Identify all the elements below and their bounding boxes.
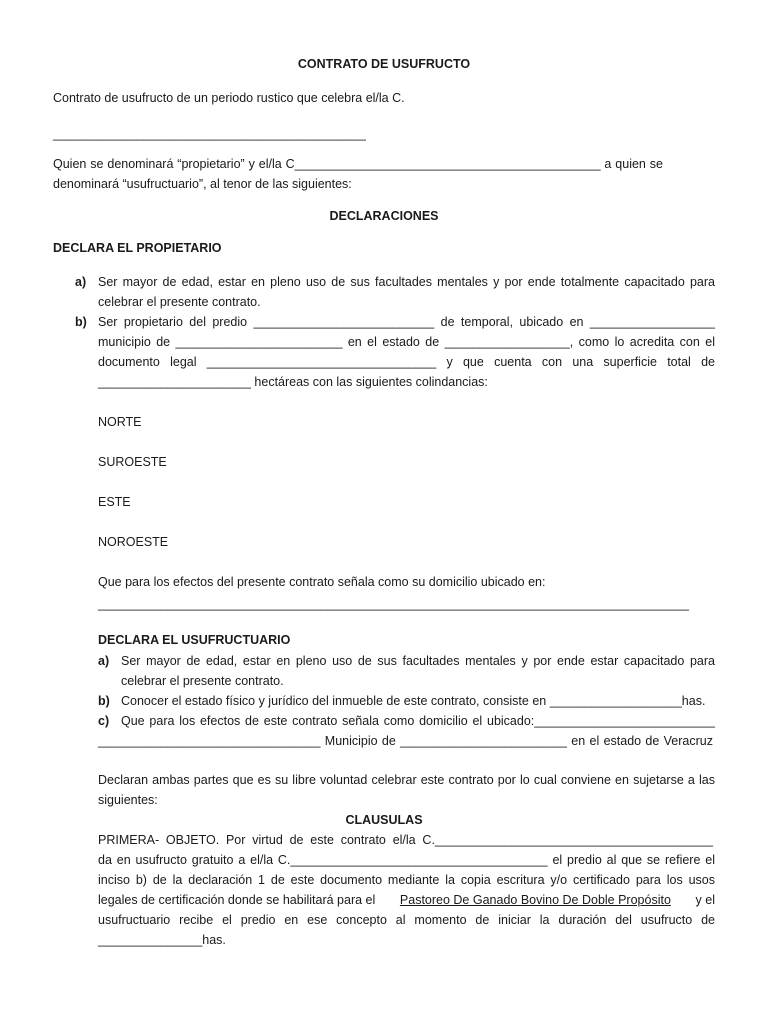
primera-line-4-underlined: Pastoreo De Ganado Bovino De Doble Propósito bbox=[399, 893, 671, 907]
usufructuario-a-line-2: celebrar el presente contrato. bbox=[121, 674, 284, 688]
propietario-domicilio-line-1: Que para los efectos del presente contrato señala como su domicilio ubicado en: bbox=[98, 575, 546, 589]
usufructuario-c-line-1: Que para los efectos de este contrato señala como domicilio el ubicado:__________________________ bbox=[121, 714, 715, 728]
propietario-a-line-1: Ser mayor de edad, estar en pleno uso de sus facultades mentales y por ende totalmente capacitado para bbox=[98, 275, 715, 289]
usufructuario-b-label: b) bbox=[98, 694, 110, 708]
declaran-line-1: Declaran ambas partes que es su libre voluntad celebrar este contrato por lo cual conviene en sujetarse a las bbox=[98, 773, 715, 787]
propietario-a-label: a) bbox=[75, 275, 87, 289]
usufructuario-c-line-2: ________________________________ Municipio de ________________________ en el estado de Veracruz bbox=[98, 734, 713, 748]
usufructuario-a-line-1: Ser mayor de edad, estar en pleno uso de sus facultades mentales y por ende estar capacitado para bbox=[121, 654, 715, 668]
usufructuario-heading: DECLARA EL USUFRUCTUARIO bbox=[98, 633, 291, 647]
primera-line-5: usufructuario recibe el predio en ese concepto al momento de iniciar la duración del usufructo de bbox=[98, 913, 715, 927]
primera-line-4-pre: legales de certificación donde se habilitará para el bbox=[98, 893, 376, 907]
colindancia-norte: NORTE bbox=[98, 415, 142, 429]
propietario-b-line-3: documento legal _________________________________ y que cuenta con una superficie total de bbox=[98, 355, 715, 369]
propietario-b-line-1: Ser propietario del predio __________________________ de temporal, ubicado en __________________ bbox=[98, 315, 715, 329]
primera-line-4-post: y el bbox=[695, 893, 715, 907]
colindancia-suroeste: SUROESTE bbox=[98, 455, 167, 469]
usufructuario-a-label: a) bbox=[98, 654, 110, 668]
intro-line-4: denominará “usufructuario”, al tenor de las siguientes: bbox=[53, 177, 352, 191]
declaraciones-heading: DECLARACIONES bbox=[329, 209, 439, 223]
document-title: CONTRATO DE USUFRUCTO bbox=[297, 57, 471, 71]
propietario-heading: DECLARA EL PROPIETARIO bbox=[53, 241, 222, 255]
usufructuario-c-label: c) bbox=[98, 714, 110, 728]
intro-line-3: Quien se denominará “propietario” y el/la C____________________________________________ a quien se bbox=[53, 157, 663, 171]
primera-line-6: _______________has. bbox=[98, 933, 226, 947]
intro-line-1: Contrato de usufructo de un periodo rustico que celebra el/la C. bbox=[53, 91, 405, 105]
colindancia-este: ESTE bbox=[98, 495, 131, 509]
declaran-line-2: siguientes: bbox=[98, 793, 158, 807]
primera-line-1: PRIMERA- OBJETO. Por virtud de este contrato el/la C.________________________________________ bbox=[98, 833, 713, 847]
primera-line-2: da en usufructo gratuito a el/la C._____________________________________ el predio al que se refiere el bbox=[98, 853, 715, 867]
colindancia-noroeste: NOROESTE bbox=[98, 535, 169, 549]
propietario-b-line-4: ______________________ hectáreas con las siguientes colindancias: bbox=[98, 375, 488, 389]
propietario-domicilio-blank: _____________________________________________________________________________________ bbox=[98, 597, 689, 611]
clausulas-heading: CLAUSULAS bbox=[345, 813, 423, 827]
propietario-b-line-2: municipio de ________________________ en el estado de __________________, como lo acredita con el bbox=[98, 335, 715, 349]
intro-blank-line: _____________________________________________ bbox=[53, 127, 366, 141]
usufructuario-b-line-1: Conocer el estado físico y jurídico del inmueble de este contrato, consiste en ___________________has. bbox=[121, 694, 706, 708]
propietario-a-line-2: celebrar el presente contrato. bbox=[98, 295, 261, 309]
primera-line-3: inciso b) de la declaración 1 de este documento mediante la copia escritura y/o certificado para los usos bbox=[98, 873, 715, 887]
primera-line-4 bbox=[98, 890, 715, 910]
propietario-b-label: b) bbox=[75, 315, 87, 329]
